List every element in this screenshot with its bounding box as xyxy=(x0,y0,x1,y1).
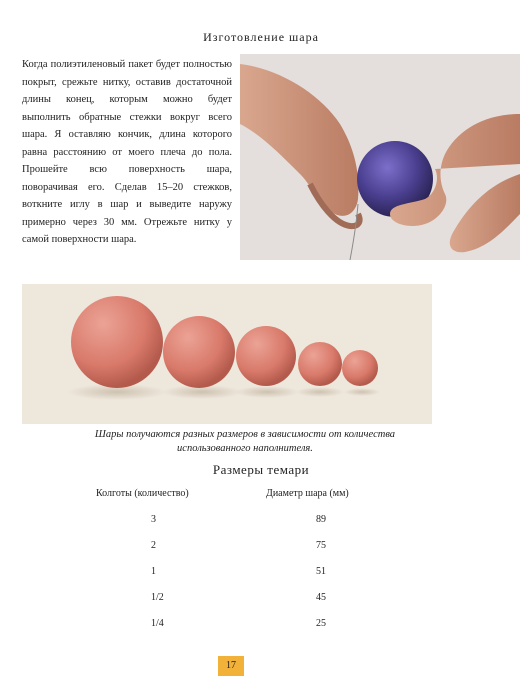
table-row xyxy=(96,540,426,563)
section-title: Изготовление шара xyxy=(203,30,319,44)
table-cell-diameter: 51 xyxy=(316,566,326,577)
ball-3 xyxy=(236,326,296,386)
page-number: 17 xyxy=(218,656,244,676)
photo-hands-holding-ball xyxy=(240,54,520,260)
table-cell-tights: 3 xyxy=(151,514,156,525)
photo-balls-sizes xyxy=(22,284,432,424)
sizes-table xyxy=(96,488,426,629)
hands-illustration xyxy=(240,54,520,260)
ball-4 xyxy=(298,342,342,386)
table-title: Размеры темари xyxy=(212,462,310,477)
ball-1 xyxy=(71,296,163,388)
table-cell-tights: 1/2 xyxy=(151,592,164,603)
table-cell-tights: 2 xyxy=(151,540,156,551)
table-header-diameter: Диаметр шара (мм) xyxy=(266,488,349,499)
body-text: Когда полиэтиленовый пакет будет полностью покрыт, срежьте нитку, оставив достаточной длины конец, которым можно будет выполнить обратные стежки вокруг всего шара. Я оставляю кончик, длина которого равна расстоянию от моего плеча до пола. Прошейте всю поверхность шара, поворачивая его. Сделав 15–20 стежков, воткните иглу в шар и выведите наружу примерно через 30 мм. Отрежьте нитку у самой поверхности шара. xyxy=(22,59,232,245)
table-header-tights: Колготы (количество) xyxy=(96,488,189,499)
table-cell-tights: 1/4 xyxy=(151,618,164,629)
table-cell-diameter: 75 xyxy=(316,540,326,551)
table-cell-diameter: 89 xyxy=(316,514,326,525)
ball-5 xyxy=(342,350,378,386)
table-row xyxy=(96,592,426,615)
table-row xyxy=(96,566,426,589)
table-row xyxy=(96,618,426,641)
ball-2 xyxy=(163,316,235,388)
table-cell-diameter: 25 xyxy=(316,618,326,629)
table-row xyxy=(96,514,426,537)
table-cell-diameter: 45 xyxy=(316,592,326,603)
table-cell-tights: 1 xyxy=(151,566,156,577)
table-header-row xyxy=(96,488,426,508)
photo-caption: Шары получаются разных размеров в зависимости от количества использованного наполнителя. xyxy=(94,429,396,454)
balls-illustration xyxy=(22,284,432,424)
